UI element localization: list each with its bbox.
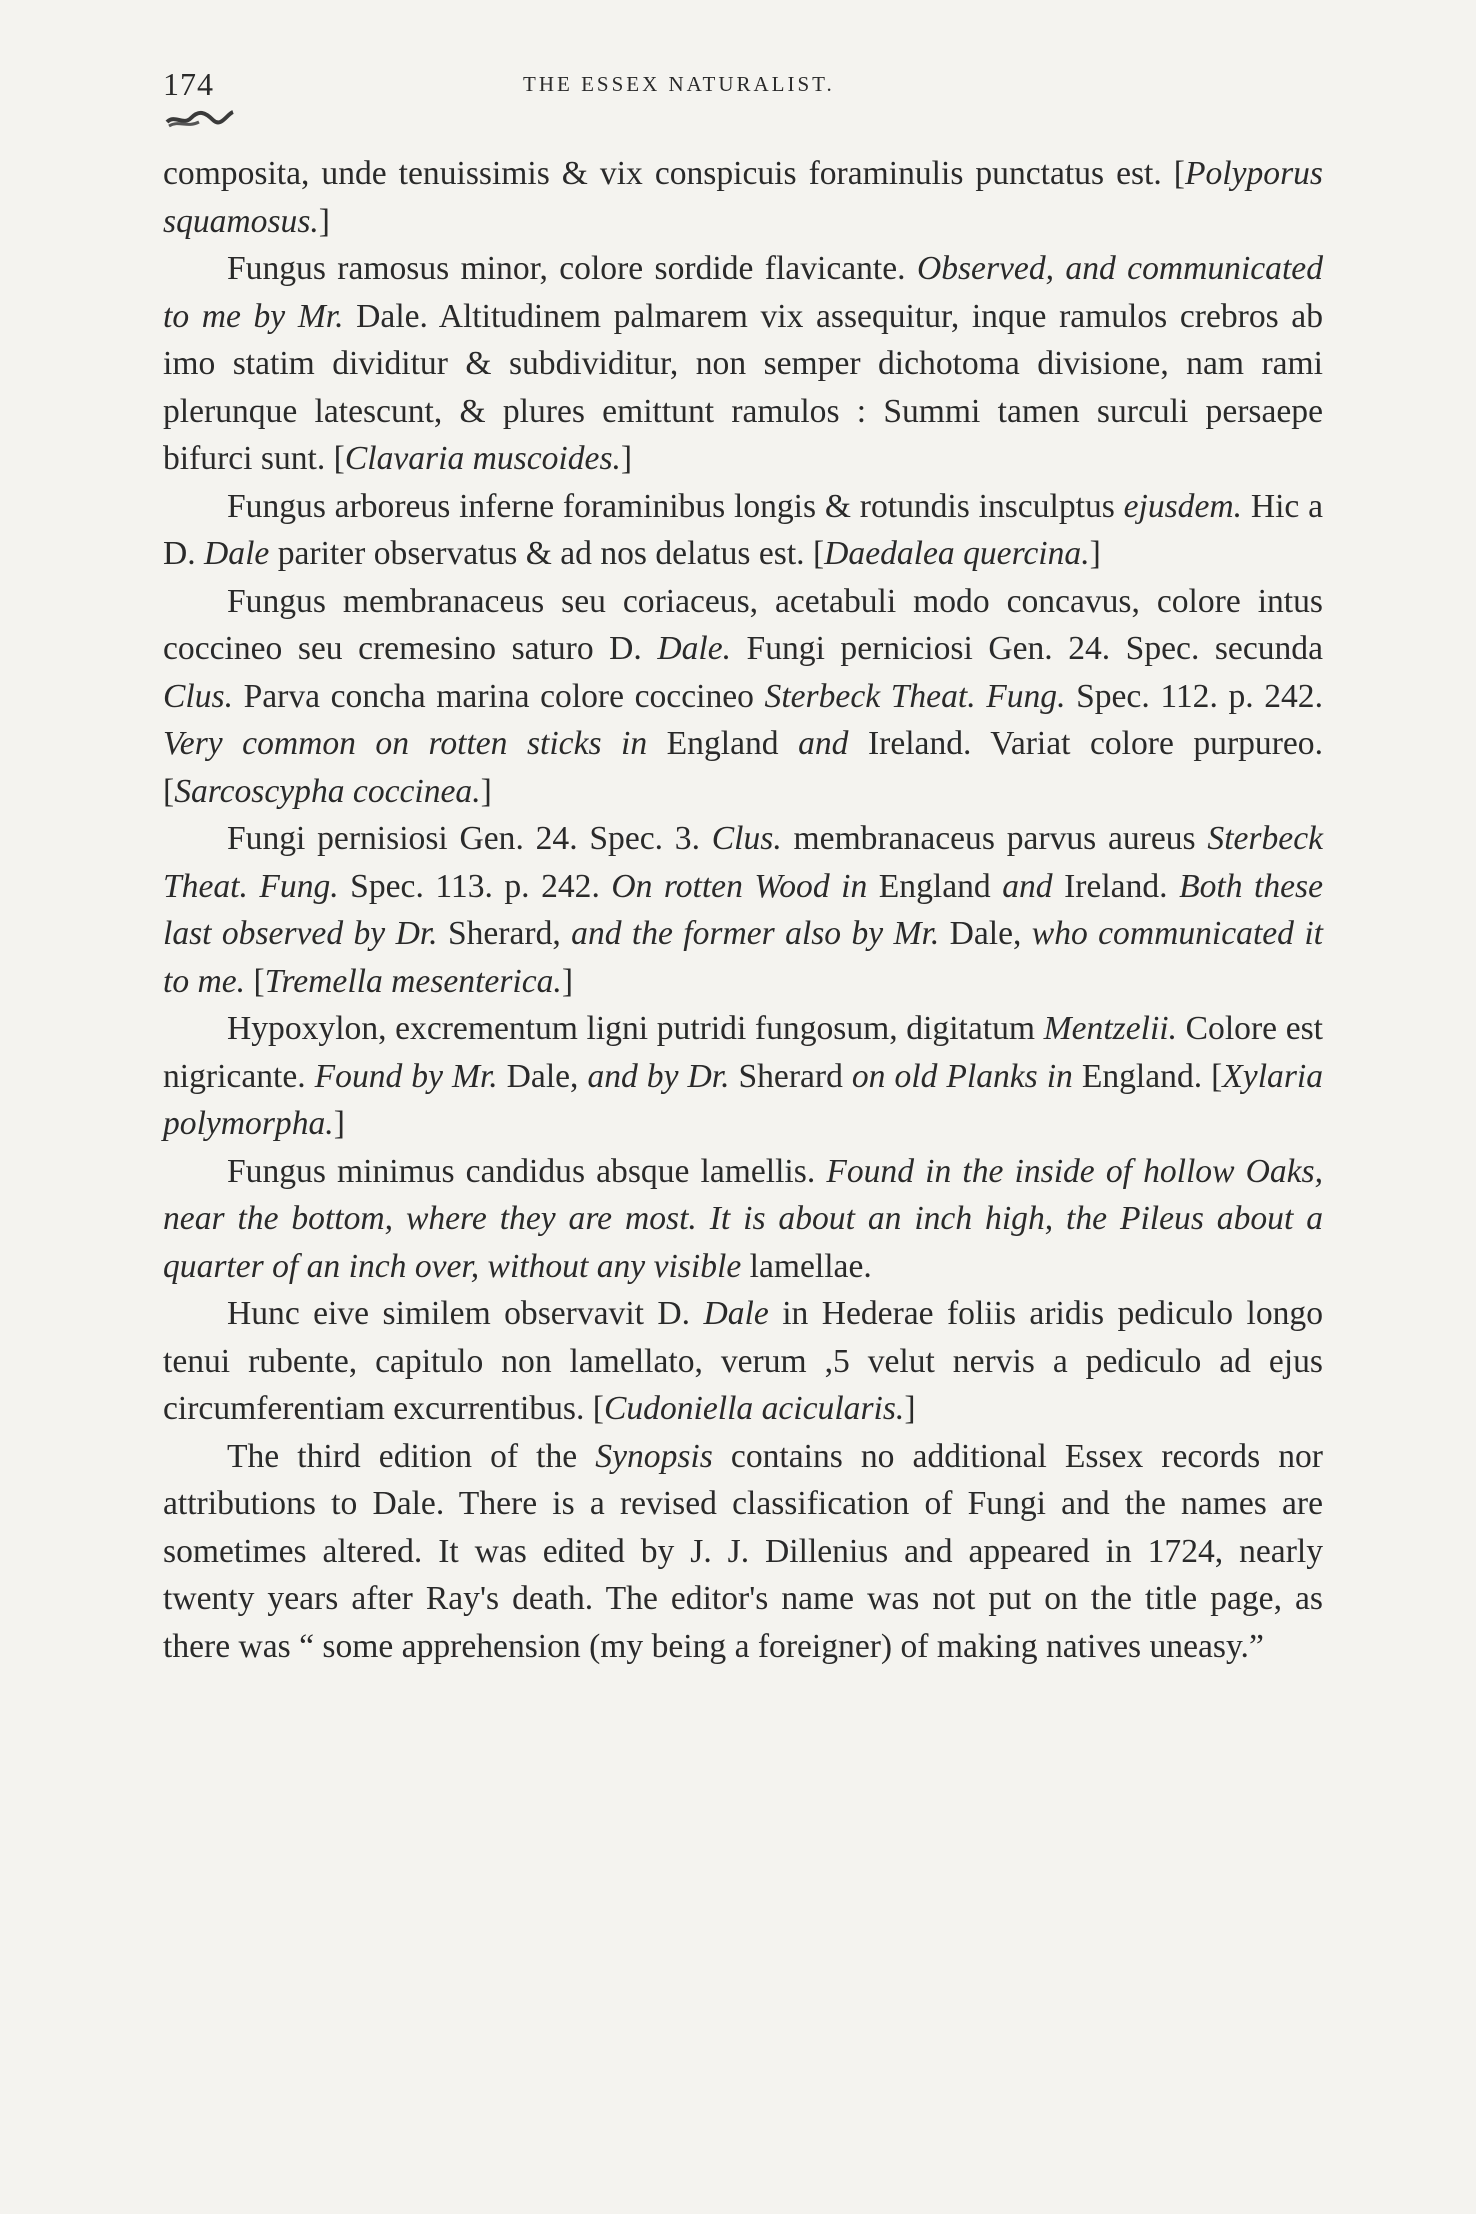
text-run: ] bbox=[1089, 535, 1101, 572]
italic-text: on old Planks in bbox=[851, 1057, 1073, 1095]
text-run: pariter observatus & ad nos delatus est. [ bbox=[269, 535, 825, 572]
text-run: ] bbox=[561, 962, 573, 1000]
italic-text: Clavaria muscoides. bbox=[344, 440, 621, 477]
italic-text: Sterbeck Theat. Fung. bbox=[163, 820, 1323, 905]
text-run: Ireland. bbox=[1052, 867, 1180, 905]
text-run: ] bbox=[620, 440, 633, 477]
text-run: Colore est nigricante. bbox=[163, 1010, 1324, 1095]
paragraph bbox=[163, 1433, 1323, 1671]
italic-text: Daedalea quercina. bbox=[824, 535, 1090, 572]
text-run: Sherard bbox=[729, 1057, 852, 1095]
text-run: Fungus arboreus inferne foraminibus longis & rotundis insculptus bbox=[227, 487, 1124, 525]
italic-text: and by Dr. bbox=[587, 1057, 730, 1095]
text-run: England bbox=[647, 725, 799, 762]
text-run: membranaceus parvus aureus bbox=[781, 820, 1208, 857]
italic-text: On rotten Wood in bbox=[611, 867, 868, 905]
italic-text: Clus. bbox=[163, 677, 233, 715]
italic-text: Sarcoscypha coccinea. bbox=[174, 772, 481, 810]
paragraph bbox=[163, 1005, 1323, 1148]
italic-text: Clus. bbox=[711, 820, 782, 857]
italic-text: Very common on rotten sticks in bbox=[163, 725, 648, 762]
italic-text: Cudoniella acicularis. bbox=[603, 1390, 905, 1427]
text-run: Hypoxylon, excrementum ligni putridi fungosum, digitatum bbox=[227, 1010, 1044, 1047]
text-run: Ireland. Variat colore purpureo. [ bbox=[163, 725, 1323, 810]
text-run: Fungi perniciosi Gen. 24. Spec. secunda bbox=[731, 630, 1323, 667]
italic-text: and bbox=[1002, 867, 1053, 905]
text-run: The third edition of the bbox=[227, 1437, 596, 1475]
italic-text: Sterbeck Theat. Fung. bbox=[764, 677, 1066, 715]
text-run: Dale. Altitudinem palmarem vix assequitur, inque ramulos crebros ab imo statim dividitur & subdividitur, non semper dichotoma divisione, nam rami plerunque latescunt, & plures emittunt ramulos : Summi tamen surculi persaepe bifurci sunt. [ bbox=[163, 297, 1323, 477]
ink-smudge-mark bbox=[165, 108, 235, 130]
italic-text: Mentzelii. bbox=[1043, 1010, 1178, 1047]
italic-text: who communicated it to me. bbox=[163, 915, 1324, 1000]
paragraph bbox=[163, 483, 1323, 578]
italic-text: Synopsis bbox=[595, 1437, 713, 1475]
book-page bbox=[163, 58, 1323, 1670]
text-run: Dale, bbox=[939, 915, 1032, 952]
paragraph bbox=[163, 150, 1323, 245]
text-run: Fungus minimus candidus absque lamellis. bbox=[227, 1152, 827, 1190]
paragraph bbox=[163, 1290, 1323, 1433]
text-run: ] bbox=[480, 772, 492, 810]
italic-text: Tremella mesenterica. bbox=[264, 962, 562, 1000]
text-run: Parva concha marina colore coccineo bbox=[232, 677, 765, 715]
text-run: contains no additional Essex records nor attributions to Dale. There is a revised classification of Fungi and the names are sometimes altered. It was edited by J. J. Dillenius and appeared in 1724, nearly twenty years after Ray's death. The editor's name was not put on the title page, as there was “ some apprehension (my being a foreigner) of making natives uneasy.” bbox=[163, 1437, 1323, 1665]
paragraph bbox=[163, 245, 1323, 483]
text-run: ] bbox=[318, 202, 330, 240]
journal-title: THE ESSEX NATURALIST. bbox=[523, 72, 835, 96]
italic-text: Polyporus squamosus. bbox=[163, 155, 1323, 240]
text-run: Hunc eive similem observavit D. bbox=[227, 1295, 704, 1332]
paragraph bbox=[163, 1148, 1323, 1291]
italic-text: and bbox=[798, 725, 849, 762]
italic-text: Both these last observed by Dr. bbox=[163, 867, 1323, 952]
italic-text: Dale bbox=[204, 535, 270, 572]
running-head bbox=[163, 58, 1323, 102]
text-run: Fungus ramosus minor, colore sordide flavicante. bbox=[227, 250, 917, 287]
italic-text: Dale bbox=[703, 1295, 769, 1332]
paragraph bbox=[163, 815, 1323, 1005]
paragraph bbox=[163, 578, 1323, 816]
text-run: Dale, bbox=[497, 1057, 588, 1095]
text-run: composita, unde tenuissimis & vix conspicuis foraminulis punctatus est. [ bbox=[163, 155, 1185, 192]
text-run: Fungi pernisiosi Gen. 24. Spec. 3. bbox=[227, 820, 712, 857]
text-run: Sherard, bbox=[437, 915, 572, 952]
body-text bbox=[163, 150, 1323, 1670]
italic-text: Xylaria polymorpha. bbox=[163, 1057, 1324, 1142]
italic-text: Found by Mr. bbox=[314, 1057, 498, 1095]
text-run: Fungus membranaceus seu coriaceus, acetabuli modo concavus, colore intus coccineo seu cremesino saturo D. bbox=[163, 582, 1323, 667]
text-run: in Hederae foliis aridis pediculo longo tenui rubente, capitulo non lamellato, verum ,5 velut nervis a pediculo ad ejus circumferentiam excurrentibus. [ bbox=[163, 1295, 1323, 1427]
text-run: England bbox=[867, 867, 1003, 905]
italic-text: Dale. bbox=[657, 630, 732, 667]
italic-text: Observed, and communicated to me by Mr. bbox=[163, 250, 1323, 335]
text-run: Spec. 112. p. 242. bbox=[1065, 677, 1323, 715]
text-run: Hic a D. bbox=[163, 487, 1323, 572]
text-run: [ bbox=[245, 962, 265, 1000]
page-number: 174 bbox=[163, 66, 214, 102]
italic-text: ejusdem. bbox=[1123, 487, 1243, 525]
text-run: ] bbox=[904, 1390, 916, 1427]
text-run: ] bbox=[333, 1105, 345, 1142]
italic-text: and the former also by Mr. bbox=[571, 915, 940, 952]
text-run: lamellae. bbox=[741, 1247, 872, 1285]
text-run: Spec. 113. p. 242. bbox=[338, 867, 612, 905]
italic-text: Found in the inside of hollow Oaks, near the bottom, where they are most. It is about an inch high, the Pileus about a quarter of an inch over, without any visible bbox=[163, 1152, 1324, 1285]
text-run: England. [ bbox=[1072, 1057, 1223, 1095]
